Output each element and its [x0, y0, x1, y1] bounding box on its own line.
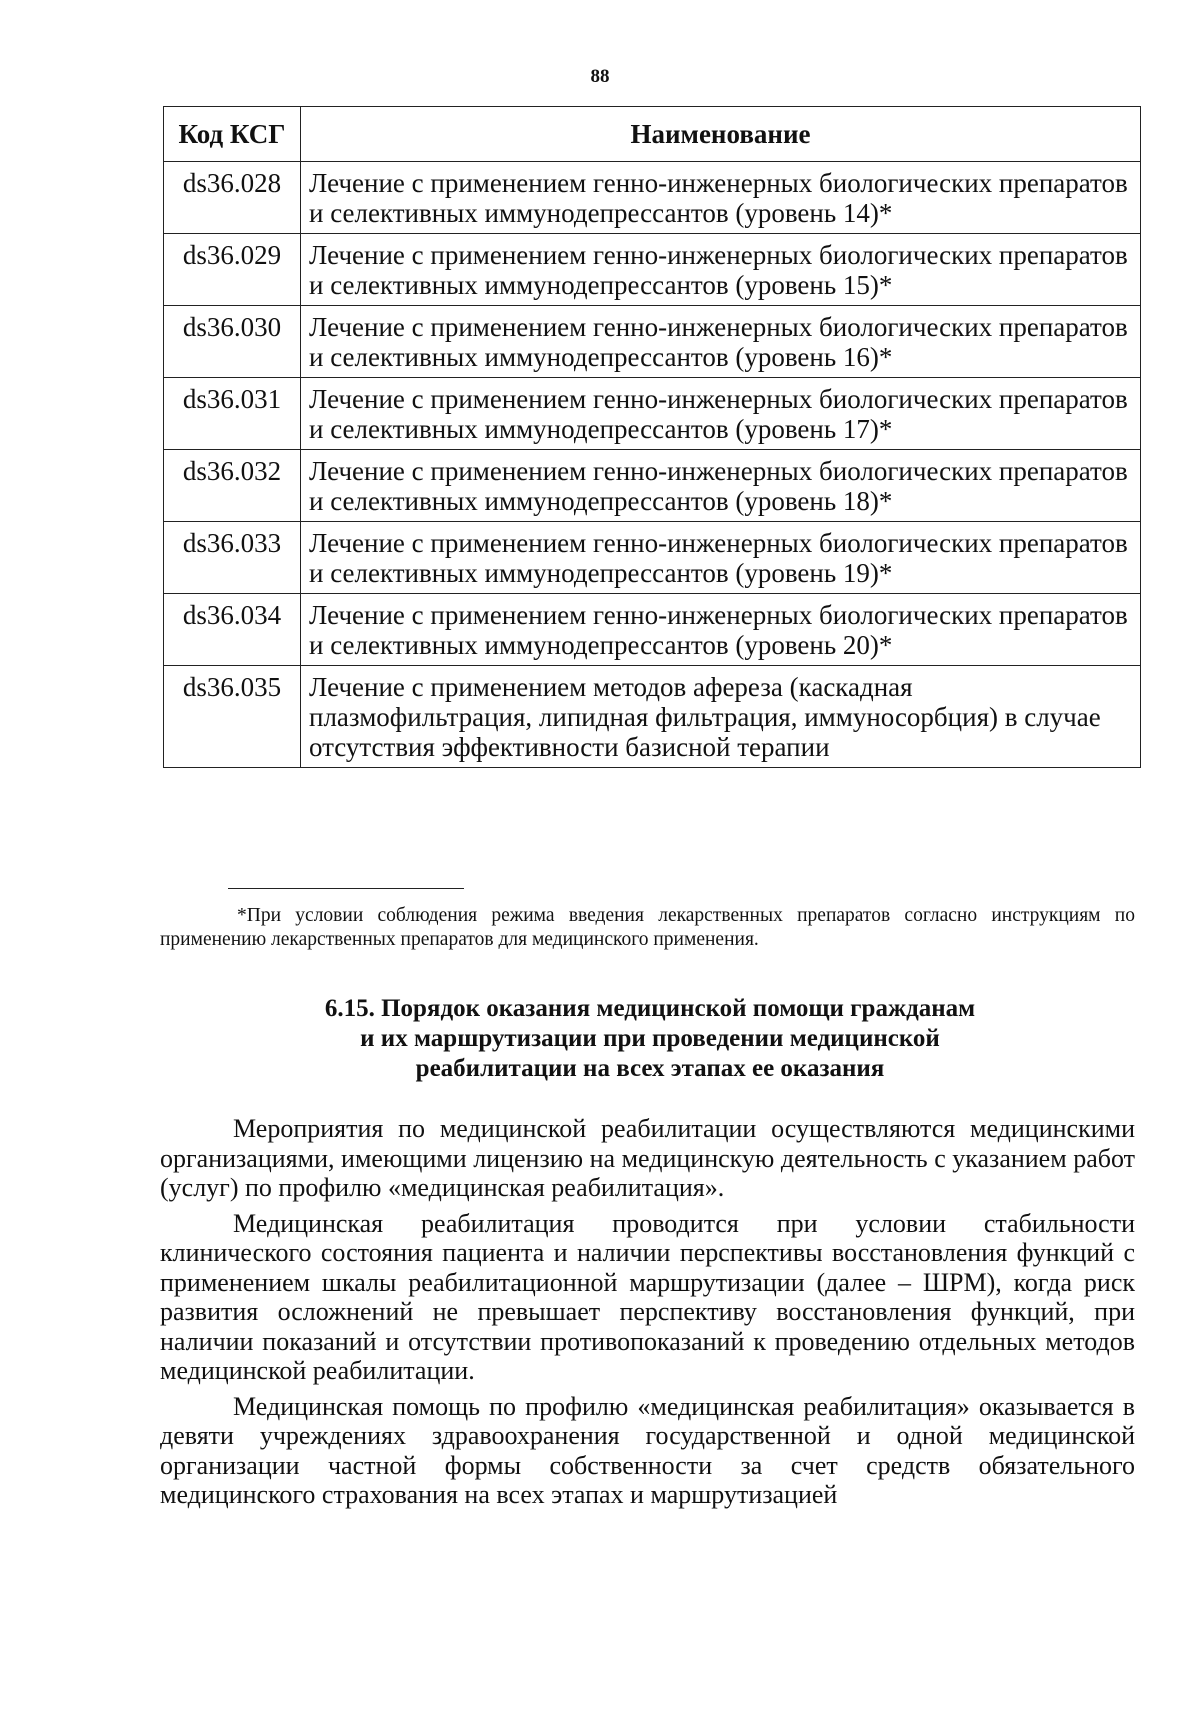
table-row: [164, 594, 1141, 666]
row-code: ds36.034: [164, 594, 301, 666]
row-code: ds36.030: [164, 306, 301, 378]
row-name: Лечение с применением генно-инженерных биологических препаратов и селективных иммунодепрессантов (уровень 15)*: [301, 234, 1141, 306]
section-title-line: 6.15. Порядок оказания медицинской помощи гражданам: [324, 995, 976, 1022]
row-code: ds36.033: [164, 522, 301, 594]
row-name: Лечение с применением генно-инженерных биологических препаратов и селективных иммунодепрессантов (уровень 20)*: [301, 594, 1141, 666]
row-code: ds36.035: [164, 666, 301, 768]
table-row: [164, 306, 1141, 378]
body-text: [160, 1114, 1135, 1516]
row-name: Лечение с применением генно-инженерных биологических препаратов и селективных иммунодепрессантов (уровень 17)*: [301, 378, 1141, 450]
row-name: Лечение с применением методов афереза (каскадная плазмофильтрация, липидная фильтрация, иммуносорбция) в случае отсутствия эффективности базисной терапии: [301, 666, 1141, 768]
row-name: Лечение с применением генно-инженерных биологических препаратов и селективных иммунодепрессантов (уровень 19)*: [301, 522, 1141, 594]
table-row: [164, 162, 1141, 234]
row-code: ds36.028: [164, 162, 301, 234]
paragraph: Медицинская реабилитация проводится при условии стабильности клинического состояния пациента и наличии перспективы восстановления функций с применением шкалы реабилитационной маршрутизации (далее – ШРМ), когда риск развития осложнений не превышает перспективу восстановления функций, при наличии показаний и отсутствии противопоказаний к проведению отдельных методов медицинской реабилитации.: [160, 1208, 1135, 1385]
table-header-row: [164, 107, 1141, 162]
row-code: ds36.031: [164, 378, 301, 450]
section-title-line: и их маршрутизации при проведении медицинской: [360, 1025, 940, 1052]
section-title: [220, 994, 1080, 1084]
table-row: [164, 378, 1141, 450]
row-code: ds36.032: [164, 450, 301, 522]
row-name: Лечение с применением генно-инженерных биологических препаратов и селективных иммунодепрессантов (уровень 18)*: [301, 450, 1141, 522]
table-row: [164, 666, 1141, 768]
row-name: Лечение с применением генно-инженерных биологических препаратов и селективных иммунодепрессантов (уровень 14)*: [301, 162, 1141, 234]
footnote: *При условии соблюдения режима введения лекарственных препаратов согласно инструкциям по применению лекарственных препаратов для медицинского применения.: [160, 905, 1135, 950]
header-code: Код КСГ: [164, 107, 301, 162]
footnote-divider: [228, 888, 464, 889]
section-title-line: реабилитации на всех этапах ее оказания: [415, 1055, 885, 1082]
row-name: Лечение с применением генно-инженерных биологических препаратов и селективных иммунодепрессантов (уровень 16)*: [301, 306, 1141, 378]
paragraph: Медицинская помощь по профилю «медицинская реабилитация» оказывается в девяти учреждениях здравоохранения государственной и одной медицинской организации частной формы собственности за счет средств обязательного медицинского страхования на всех этапах и маршрутизацией: [160, 1391, 1135, 1509]
paragraph: Мероприятия по медицинской реабилитации осуществляются медицинскими организациями, имеющими лицензию на медицинскую деятельность с указанием работ (услуг) по профилю «медицинская реабилитация».: [160, 1114, 1135, 1202]
row-code: ds36.029: [164, 234, 301, 306]
table-row: [164, 234, 1141, 306]
table-row: [164, 522, 1141, 594]
page-number: 88: [590, 66, 610, 87]
ksg-table: [163, 106, 1141, 768]
table-row: [164, 450, 1141, 522]
header-name: Наименование: [301, 107, 1141, 162]
